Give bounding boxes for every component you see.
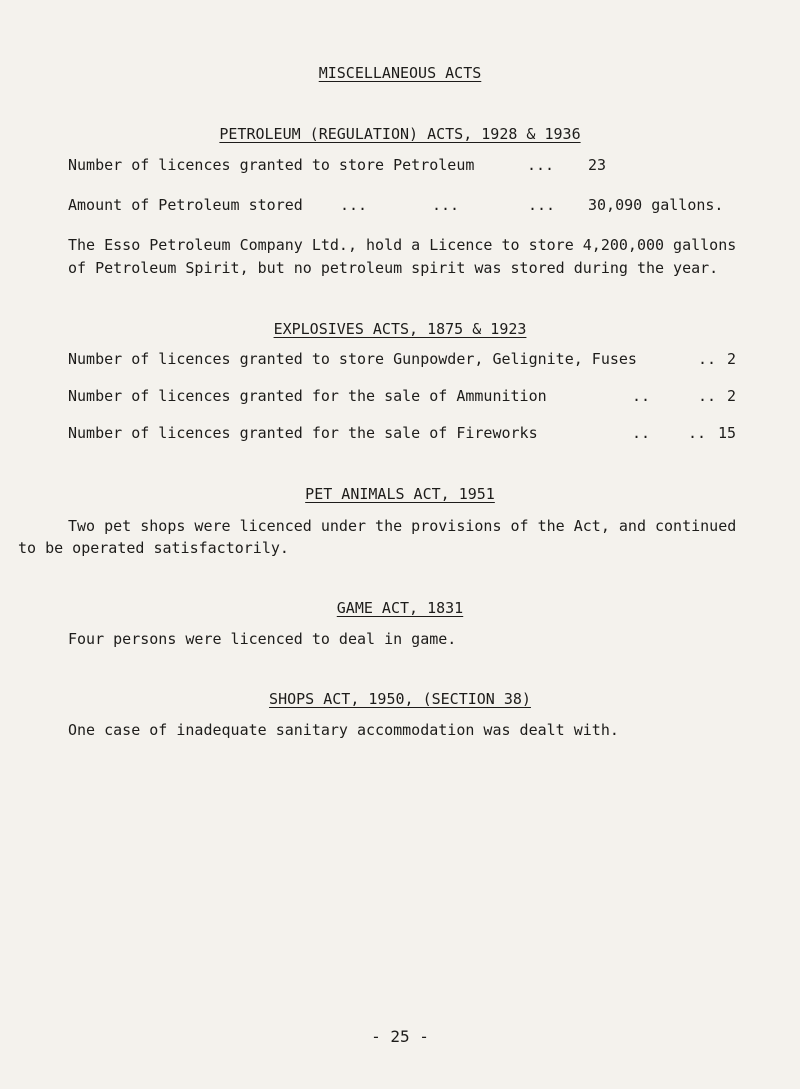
dots: ... — [432, 196, 460, 214]
page-title: MISCELLANEOUS ACTS — [318, 64, 482, 82]
shops-text: One case of inadequate sanitary accommodation was dealt with. — [68, 721, 619, 739]
dots: .. — [632, 424, 651, 442]
game-heading: GAME ACT, 1831 — [336, 599, 464, 617]
petroleum-licences-dots: ... — [527, 156, 555, 174]
dots: .. — [698, 387, 717, 405]
petroleum-stored-label: Amount of Petroleum stored — [68, 196, 303, 214]
pet-animals-heading: PET ANIMALS ACT, 1951 — [305, 485, 495, 503]
dots: .. — [698, 350, 717, 368]
petroleum-stored-value: 30,090 gallons. — [588, 196, 724, 214]
row-label: Number of licences granted to store Gunpowder, Gelignite, Fuses — [68, 350, 637, 368]
page-number: - 25 - — [371, 1027, 429, 1046]
dots: .. — [632, 387, 651, 405]
petroleum-note-line: of Petroleum Spirit, but no petroleum spirit was stored during the year. — [68, 259, 719, 277]
pet-animals-line: to be operated satisfactorily. — [18, 539, 289, 557]
petroleum-licences-value: 23 — [588, 156, 607, 174]
row-value: 2 — [726, 350, 736, 368]
pet-animals-line: Two pet shops were licenced under the provisions of the Act, and continued — [68, 517, 737, 535]
petroleum-licences-label: Number of licences granted to store Petroleum — [68, 156, 475, 174]
petroleum-heading: PETROLEUM (REGULATION) ACTS, 1928 & 1936 — [219, 125, 581, 143]
explosives-heading: EXPLOSIVES ACTS, 1875 & 1923 — [273, 320, 527, 338]
row-label: Number of licences granted for the sale of Ammunition — [68, 387, 547, 405]
dots: ... — [340, 196, 368, 214]
dots: .. — [688, 424, 707, 442]
row-value: 2 — [726, 387, 736, 405]
shops-heading: SHOPS ACT, 1950, (SECTION 38) — [269, 690, 531, 708]
petroleum-note-line: The Esso Petroleum Company Ltd., hold a Licence to store 4,200,000 gallons — [68, 236, 737, 254]
dots: ... — [528, 196, 556, 214]
row-value: 15 — [717, 424, 736, 442]
row-label: Number of licences granted for the sale of Fireworks — [68, 424, 538, 442]
game-text: Four persons were licenced to deal in game. — [68, 630, 457, 648]
